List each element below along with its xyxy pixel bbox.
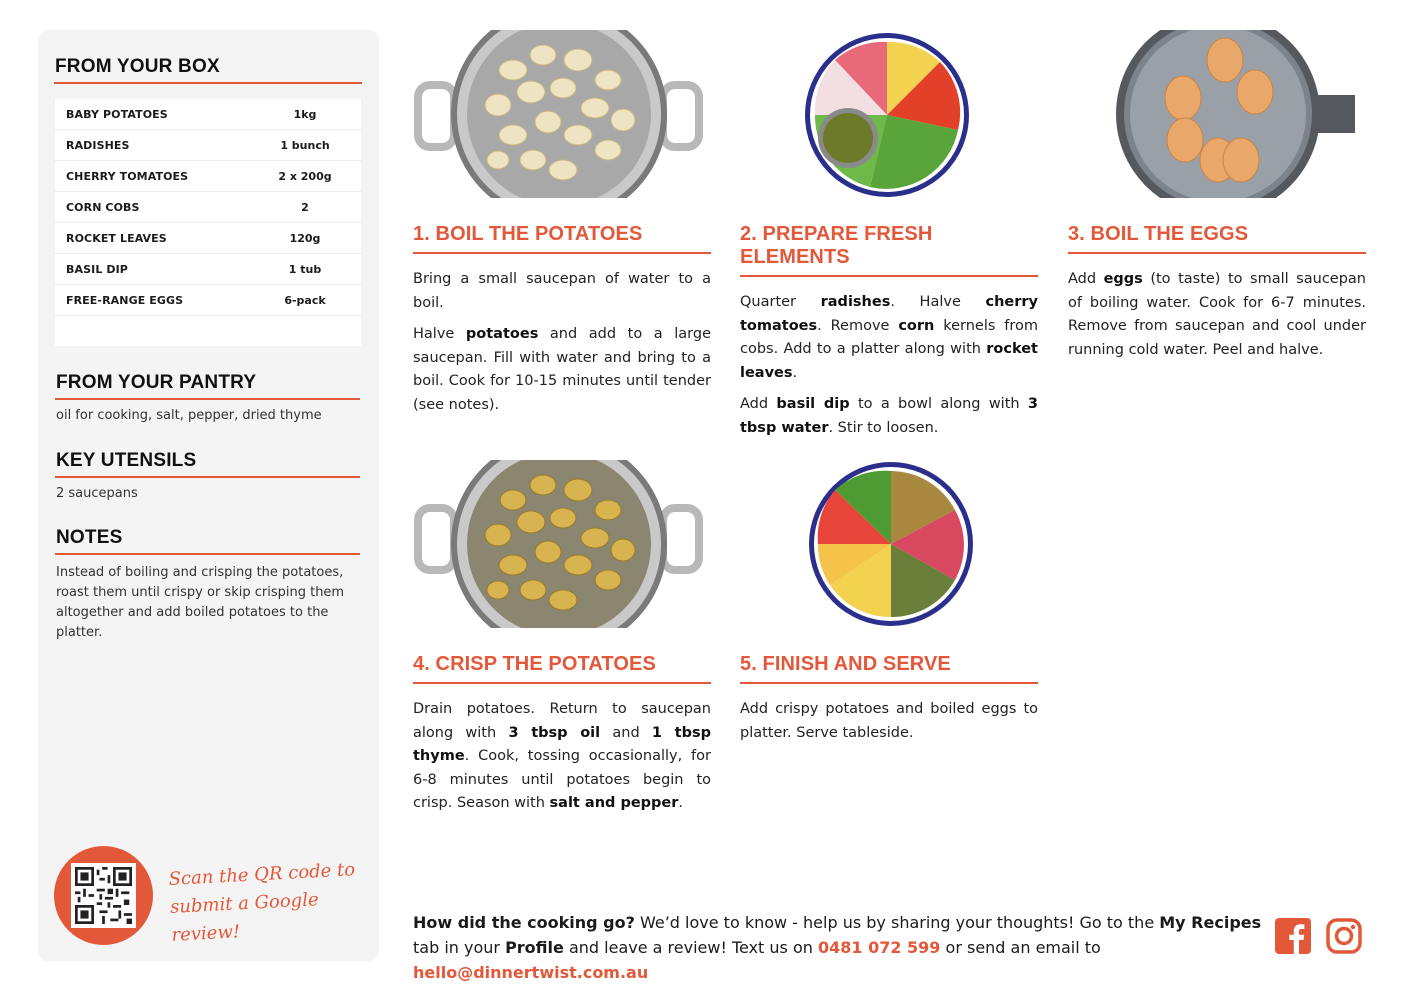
step-5-photo	[805, 460, 977, 628]
text-run: and add to a large saucepan. Fill with water and bring to a boil. Cook for 10-15 minutes until tender (see notes).	[413, 326, 711, 413]
step-paragraph	[1068, 268, 1366, 362]
step-1-photo	[413, 30, 703, 198]
ingredient-name: FREE-RANGE EGGS	[66, 293, 184, 307]
ingredient-name: CHERRY TOMATOES	[66, 169, 189, 183]
ingredient-row	[55, 192, 361, 223]
qr-review-text: Scan the QR code to submit a Google review!	[168, 859, 356, 946]
text-run: (to taste) to small saucepan of boiling water. Cook for 6-7 minutes. Remove from saucepan and cool under running cold water. Peel and halve.	[1068, 271, 1366, 358]
step-3-photo	[1113, 30, 1358, 198]
ingredient-row	[55, 223, 361, 254]
contact-link[interactable]: 0481 072 599	[817, 938, 941, 957]
step-3-rule	[1068, 252, 1366, 254]
bold-text: How did the cooking go?	[413, 913, 635, 932]
box-title-rule	[54, 82, 362, 84]
step-2-body	[740, 291, 1038, 440]
bold-text: 3 tbsp oil	[508, 724, 601, 741]
step-paragraph	[740, 698, 1038, 745]
step-4-title: 4. CRISP THE POTATOES	[413, 653, 656, 675]
ingredient-name: CORN COBS	[66, 200, 140, 214]
bold-text: radishes	[820, 294, 891, 310]
step-2-photo	[800, 30, 975, 200]
instagram-icon[interactable]	[1326, 918, 1362, 954]
step-1-body	[413, 268, 711, 417]
step-paragraph	[413, 268, 711, 315]
ingredient-qty: 120g	[289, 231, 321, 245]
step-2	[740, 223, 1038, 448]
text-run: or send an email to	[940, 938, 1101, 957]
box-title: FROM YOUR BOX	[55, 56, 220, 77]
ingredient-row	[55, 99, 361, 130]
bold-text: corn	[898, 317, 935, 334]
ingredient-name: BASIL DIP	[66, 262, 128, 276]
step-1-rule	[413, 252, 711, 254]
step-4-photo	[413, 460, 703, 628]
step-paragraph	[413, 698, 711, 816]
bold-text: potatoes	[465, 326, 539, 342]
text-run: Bring a small saucepan of water to a boil.	[413, 271, 711, 311]
step-paragraph	[740, 393, 1038, 440]
step-2-rule	[740, 275, 1038, 277]
ingredient-row	[55, 254, 361, 285]
ingredient-qty: 2	[301, 200, 309, 214]
text-run: . Remove	[817, 317, 899, 334]
ingredient-qty: 6-pack	[284, 293, 326, 307]
pantry-title: FROM YOUR PANTRY	[56, 372, 257, 393]
notes-title-rule	[55, 553, 360, 555]
ingredient-row	[55, 130, 361, 161]
ingredient-name: ROCKET LEAVES	[66, 231, 167, 245]
qr-badge[interactable]	[54, 846, 153, 945]
text-run: Add crispy potatoes and boiled eggs to platter. Serve tableside.	[740, 701, 1038, 741]
step-paragraph	[740, 291, 1038, 385]
utensils-title-rule	[55, 476, 360, 478]
text-run: Add	[1068, 271, 1104, 287]
ingredients-table	[55, 99, 361, 346]
text-run: We’d love to know - help us by sharing your thoughts! Go to the	[634, 913, 1160, 932]
qr-code[interactable]	[71, 863, 136, 928]
text-run: Halve	[413, 326, 466, 342]
text-run: kernels from cobs. Add to a platter along with	[740, 317, 1038, 357]
bold-text: 3 tbsp water	[740, 396, 1039, 436]
step-4	[413, 653, 711, 824]
pantry-text: oil for cooking, salt, pepper, dried thyme	[56, 408, 322, 423]
ingredients-panel	[38, 30, 379, 961]
ingredient-row	[55, 161, 361, 192]
facebook-icon[interactable]	[1275, 918, 1311, 954]
bold-text: Profile	[505, 938, 564, 957]
ingredient-qty: 1 bunch	[280, 138, 330, 152]
utensils-title: KEY UTENSILS	[56, 450, 197, 471]
step-3-title: 3. BOIL THE EGGS	[1068, 223, 1249, 245]
ingredient-qty: 1kg	[293, 107, 317, 121]
feedback-footer	[413, 910, 1263, 985]
contact-link[interactable]: hello@dinnertwist.com.au	[413, 963, 649, 982]
ingredient-row	[55, 285, 361, 316]
ingredient-row-empty	[55, 316, 361, 346]
text-run: . Stir to loosen.	[828, 419, 939, 436]
qr-code-icon	[75, 867, 132, 924]
step-4-rule	[413, 682, 711, 684]
step-3	[1068, 223, 1366, 370]
text-run: Quarter	[740, 294, 821, 310]
step-5-title: 5. FINISH AND SERVE	[740, 653, 951, 675]
bold-text: My Recipes	[1159, 913, 1262, 932]
bold-text: cherry tomatoes	[740, 294, 1038, 334]
ingredient-name: BABY POTATOES	[66, 107, 168, 121]
step-5-body	[740, 698, 1038, 745]
step-3-body	[1068, 268, 1366, 362]
step-5-rule	[740, 682, 1038, 684]
step-2-title: 2. PREPARE FRESH ELEMENTS	[740, 223, 933, 268]
bold-text: 1 tbsp thyme	[413, 724, 711, 764]
bold-text: basil dip	[776, 396, 850, 412]
ingredient-name: RADISHES	[66, 138, 130, 152]
text-run: . Halve	[890, 294, 986, 310]
text-run: and	[600, 724, 652, 741]
ingredient-qty: 1 tub	[288, 262, 322, 276]
text-run: and leave a review! Text us on	[563, 938, 818, 957]
notes-text: Instead of boiling and crisping the potatoes, roast them until crispy or skip crisping them altogether and add boiled potatoes to the platter.	[56, 565, 345, 640]
step-1	[413, 223, 711, 425]
text-run: tab in your	[413, 938, 506, 957]
text-run: Add	[740, 396, 777, 412]
step-5	[740, 653, 1038, 753]
text-run: .	[792, 364, 798, 381]
notes-title: NOTES	[56, 527, 123, 548]
text-run: . Cook, tossing occasionally, for 6-8 minutes until potatoes begin to crisp. Season with	[413, 748, 711, 811]
ingredient-qty: 2 x 200g	[278, 169, 332, 183]
bold-text: salt and pepper	[549, 795, 679, 811]
bold-text: rocket leaves	[740, 341, 1038, 381]
text-run: to a bowl along with	[849, 396, 1028, 412]
text-run: Drain potatoes. Return to saucepan along with	[413, 701, 711, 741]
utensils-text: 2 saucepans	[56, 486, 138, 501]
text-run: .	[678, 795, 684, 811]
step-1-title: 1. BOIL THE POTATOES	[413, 223, 643, 245]
pantry-title-rule	[55, 398, 360, 400]
step-4-body	[413, 698, 711, 816]
bold-text: eggs	[1103, 271, 1143, 287]
step-paragraph	[413, 323, 711, 417]
